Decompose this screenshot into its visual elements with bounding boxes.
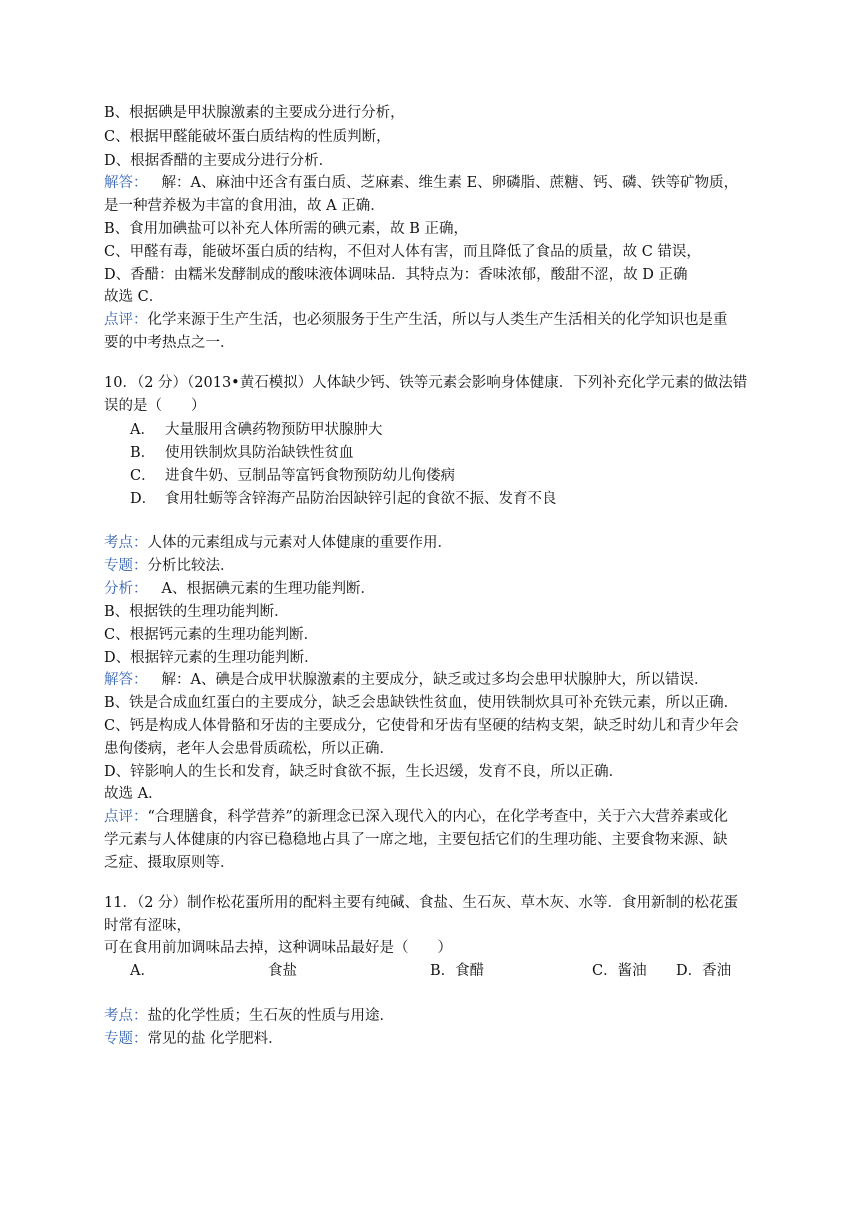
comment-tag: 点评： — [104, 809, 148, 825]
zhuanti-text: 分析比较法． — [147, 558, 235, 574]
q11-option-a-letter: A． — [130, 963, 155, 979]
q9-answer-line-2: 是一种营养极为丰富的食用油，故 A 正确． — [104, 198, 385, 214]
kaodian-text: 人体的元素组成与元素对人体健康的重要作用． — [147, 535, 452, 551]
answer-tag: 解答： — [104, 175, 148, 191]
kaodian-tag: 考点： — [104, 535, 148, 551]
q11-option-c: C．酱油 — [592, 963, 647, 979]
q11-option-a-text: 食盐 — [268, 963, 297, 979]
q10-option-a-letter: A． — [130, 422, 155, 438]
comment-text: “合理膳食，科学营养”的新理念已深入现代入的内心，在化学考查中，关于六大营养素或化 — [147, 809, 728, 825]
q9-analysis-d: D、根据香醋的主要成分进行分析． — [104, 153, 334, 169]
q9-comment-line-2: 要的中考热点之一． — [104, 335, 235, 351]
q10-fenxi-d: D、根据锌元素的生理功能判断． — [104, 650, 319, 666]
zhuanti-tag: 专题： — [104, 1031, 148, 1047]
q10-choice: 故选 A． — [104, 786, 163, 802]
q10-comment-line-3: 乏症、摄取原则等． — [104, 855, 235, 871]
q11-zhuanti — [104, 1028, 283, 1050]
q11-stem-line-2: 时常有涩味， — [104, 918, 191, 934]
q9-answer-d: D、香醋：由糯米发酵制成的酸味液体调味品．其特点为：香味浓郁，酸甜不涩，故 D 正确 — [104, 267, 688, 283]
kaodian-text: 盐的化学性质；生石灰的性质与用途． — [147, 1008, 394, 1024]
q10-kaodian — [104, 532, 452, 554]
q9-answer-c: C、甲醛有毒，能破坏蛋白质的结构，不但对人体有害，而且降低了食品的质量，故 C 错误， — [104, 244, 701, 260]
q10-answer-d: D、锌影响人的生长和发育，缺乏时食欲不振，生长迟缓，发育不良，所以正确． — [104, 764, 624, 780]
comment-text: 化学来源于生产生活，也必须服务于生产生活，所以与人类生产生活相关的化学知识也是重 — [147, 312, 728, 328]
answer-text: 解：A、碘是合成甲状腺激素的主要成分，缺乏或过多均会患甲状腺肿大，所以错误． — [161, 672, 709, 688]
q9-analysis-b: B、根据碘是甲状腺激素的主要成分进行分析， — [104, 105, 405, 121]
kaodian-tag: 考点： — [104, 1008, 148, 1024]
q10-option-d-text: 食用牡蛎等含锌海产品防治因缺锌引起的食欲不振、发育不良 — [165, 491, 557, 507]
fenxi-text: A、根据碘元素的生理功能判断． — [161, 581, 375, 597]
q10-comment-line-2: 学元素与人体健康的内容已稳稳地占具了一席之地，主要包括它们的生理功能、主要食物来源、缺 — [104, 832, 728, 848]
q10-fenxi — [104, 578, 375, 600]
q10-fenxi-b: B、根据铁的生理功能判断． — [104, 604, 289, 620]
q10-fenxi-c: C、根据钙元素的生理功能判断． — [104, 627, 319, 643]
answer-text: 解：A、麻油中还含有蛋白质、芝麻素、维生素 E、卵磷脂、蔗糖、钙、磷、铁等矿物质， — [161, 175, 739, 191]
q10-answer-b: B、铁是合成血红蛋白的主要成分，缺乏会患缺铁性贫血，使用铁制炊具可补充铁元素，所以正确． — [104, 695, 739, 711]
q10-option-b-text: 使用铁制炊具防治缺铁性贫血 — [165, 445, 354, 461]
q11-stem-line-3: 可在食用前加调味品去掉，这种调味品最好是（ ） — [104, 940, 452, 956]
q9-answer-line-1 — [104, 172, 738, 194]
q10-zhuanti — [104, 555, 235, 577]
q10-comment-line-1 — [104, 806, 728, 828]
q10-answer — [104, 669, 708, 691]
q10-option-b-letter: B． — [130, 445, 156, 461]
q10-stem-line-2: 误的是（ ） — [104, 398, 206, 414]
q9-answer-b: B、食用加碘盐可以补充人体所需的碘元素，故 B 正确， — [104, 221, 469, 237]
fenxi-tag: 分析： — [104, 581, 148, 597]
q9-choice: 故选 C． — [104, 289, 164, 305]
q10-answer-c-2: 患佝偻病，老年人会患骨质疏松，所以正确． — [104, 741, 394, 757]
q11-stem-line-1: 11．（2 分）制作松花蛋所用的配料主要有纯碱、食盐、生石灰、草木灰、水等．食用新制的松花蛋 — [104, 895, 739, 911]
q10-option-a-text: 大量服用含碘药物预防甲状腺肿大 — [165, 422, 383, 438]
q9-analysis-c: C、根据甲醛能破坏蛋白质结构的性质判断， — [104, 129, 391, 145]
q10-option-c-letter: C． — [130, 468, 156, 484]
answer-tag: 解答： — [104, 672, 148, 688]
q11-kaodian — [104, 1005, 394, 1027]
q9-comment-line-1 — [104, 309, 728, 331]
q10-option-c-text: 进食牛奶、豆制品等富钙食物预防幼儿佝偻病 — [165, 468, 455, 484]
q10-answer-c-1: C、钙是构成人体骨骼和牙齿的主要成分，它使骨和牙齿有坚硬的结构支架，缺乏时幼儿和青少年会 — [104, 718, 739, 734]
q10-stem-line-1: 10．（2 分）（2013•黄石模拟）人体缺少钙、铁等元素会影响身体健康．下列补充化学元素的做法错 — [104, 375, 748, 391]
comment-tag: 点评： — [104, 312, 148, 328]
q10-option-d-letter: D． — [130, 491, 157, 507]
q11-option-b: B．食醋 — [430, 963, 485, 979]
zhuanti-tag: 专题： — [104, 558, 148, 574]
q11-option-d: D．香油 — [676, 963, 732, 979]
zhuanti-text: 常见的盐 化学肥料． — [147, 1031, 283, 1047]
